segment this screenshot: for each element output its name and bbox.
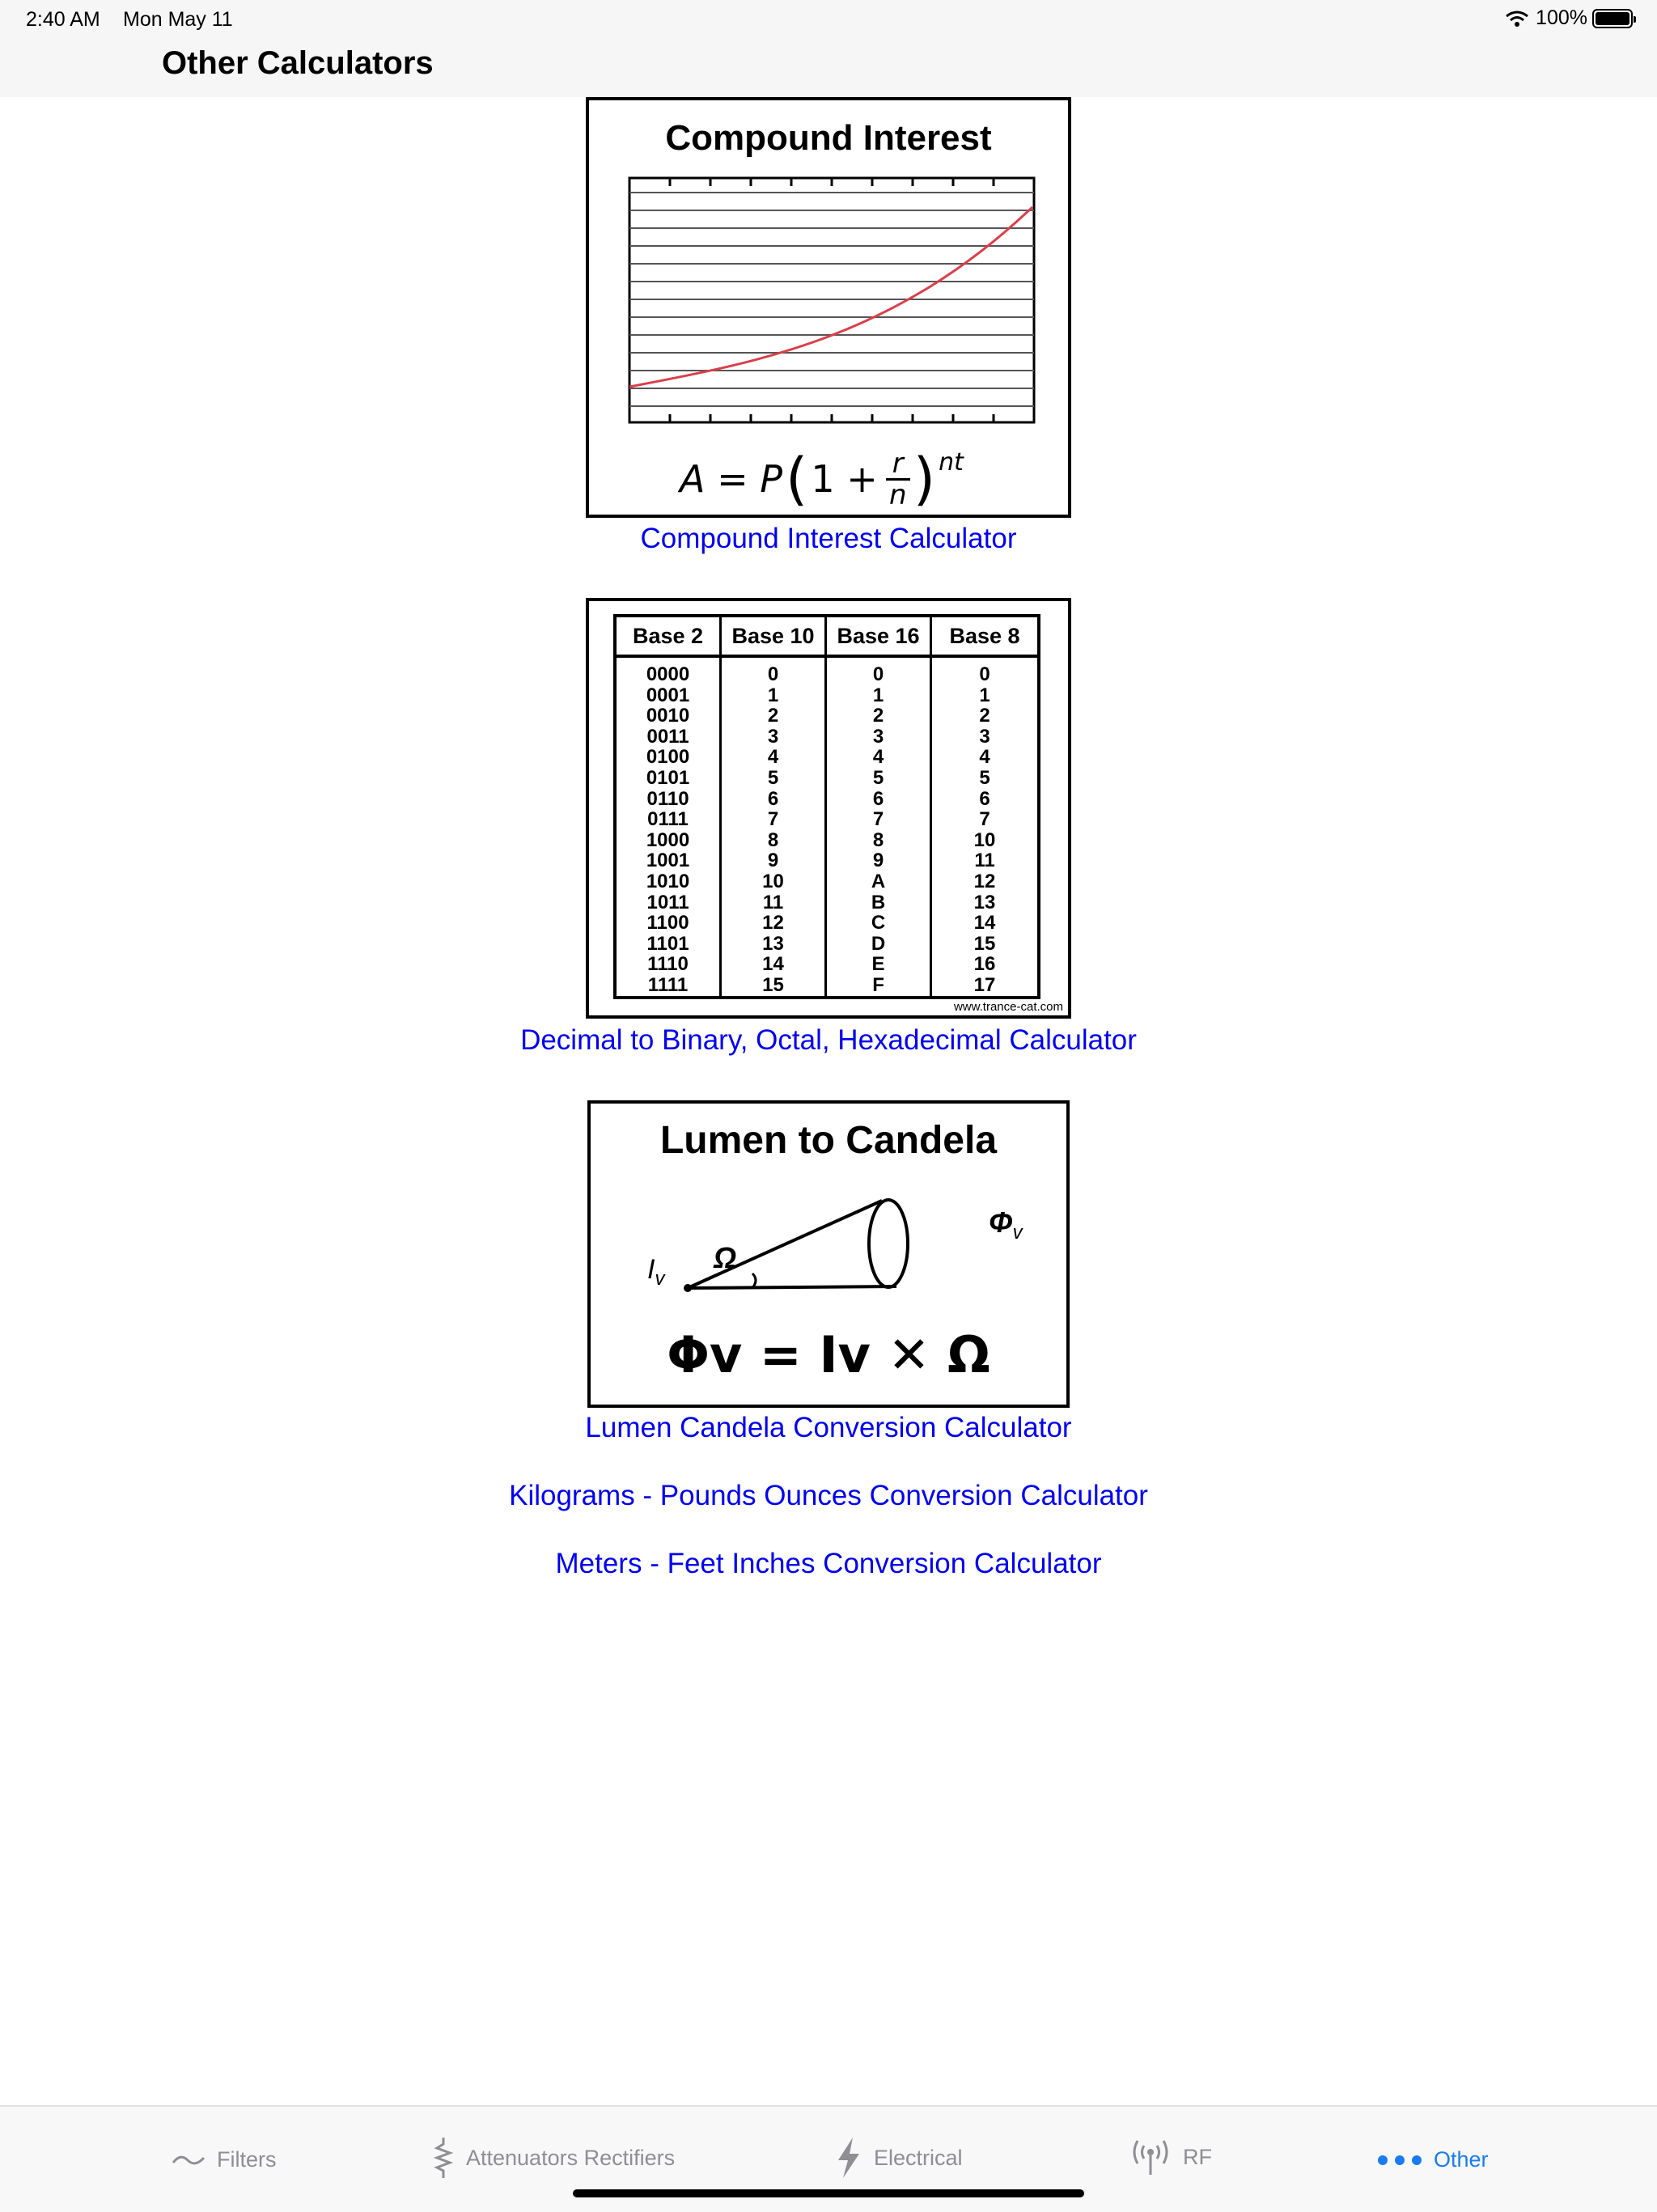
compound-graph <box>628 176 1037 427</box>
formula-ap: A = P <box>680 457 782 501</box>
table-cell: 6 <box>767 787 779 810</box>
base-table-body <box>617 658 1037 999</box>
table-cell: 4 <box>767 746 779 769</box>
formula-lparen: ( <box>786 446 808 512</box>
table-cell: 6 <box>979 787 990 810</box>
tab-other[interactable] <box>1377 2147 1489 2172</box>
table-cell: 13 <box>762 932 784 955</box>
page-title: Other Calculators <box>162 45 434 81</box>
table-cell: E <box>871 953 885 976</box>
iv-letter: I <box>647 1254 655 1285</box>
table-cell: 12 <box>762 912 784 934</box>
status-indicators <box>1505 6 1633 30</box>
table-cell: 6 <box>872 787 884 810</box>
table-cell: 15 <box>762 973 784 996</box>
header-base-16: Base 16 <box>827 617 932 655</box>
omega-label: Ω <box>714 1241 737 1274</box>
table-cell: 0100 <box>646 746 690 769</box>
iv-subscript: v <box>655 1267 665 1290</box>
table-cell: 2 <box>767 705 779 727</box>
table-cell: 5 <box>872 766 884 789</box>
table-cell: 11 <box>762 891 784 913</box>
tilde-wave-icon <box>172 2151 206 2169</box>
tab-filters[interactable] <box>172 2147 277 2172</box>
formula-rparen: ) <box>913 446 936 512</box>
table-cell: 3 <box>979 725 990 748</box>
base-conversion-link[interactable]: Decimal to Binary, Octal, Hexadecimal Calculator <box>520 1024 1137 1056</box>
table-cell: 5 <box>767 766 779 789</box>
table-cell: 15 <box>973 932 996 955</box>
table-cell: 0011 <box>646 725 689 748</box>
table-cell: 2 <box>979 705 990 727</box>
table-cell: 1001 <box>646 850 690 872</box>
table-cell: 4 <box>872 746 884 769</box>
table-cell: 14 <box>973 912 996 934</box>
table-cell: 2 <box>872 705 884 727</box>
tab-electrical[interactable] <box>835 2138 963 2178</box>
table-cell: 9 <box>872 850 884 872</box>
status-time: 2:40 AM <box>26 8 100 31</box>
table-cell: D <box>871 932 886 955</box>
header-base-10: Base 10 <box>722 617 827 655</box>
table-cell: 4 <box>979 746 990 769</box>
table-cell: 1010 <box>646 870 690 892</box>
table-cell: 7 <box>872 808 884 831</box>
table-cell: 5 <box>979 766 990 789</box>
battery-icon <box>1592 9 1633 28</box>
tab-filters-label: Filters <box>217 2147 277 2172</box>
table-cell: 17 <box>973 973 996 996</box>
resistor-icon <box>432 2138 455 2178</box>
header-base-8: Base 8 <box>949 624 1020 648</box>
compound-heading: Compound Interest <box>665 118 992 158</box>
formula-exponent: nt <box>939 448 964 477</box>
table-cell: 10 <box>973 828 996 851</box>
table-cell: 0010 <box>646 705 690 727</box>
table-cell: 8 <box>767 828 779 851</box>
table-cell: B <box>871 891 886 913</box>
table-cell: 0 <box>979 663 990 685</box>
lumen-heading: Lumen to Candela <box>659 1119 998 1162</box>
column-base-2 <box>617 658 722 999</box>
table-cell: 14 <box>762 953 784 976</box>
phi-letter: Φ <box>989 1206 1013 1239</box>
meters-feet-link[interactable]: Meters - Feet Inches Conversion Calculator <box>555 1548 1102 1579</box>
image-credit: www.trance-cat.com <box>953 1000 1063 1014</box>
formula-n: n <box>888 478 907 511</box>
tab-rf[interactable] <box>1129 2138 1212 2176</box>
table-cell: 0000 <box>646 663 690 685</box>
table-cell: 10 <box>762 870 784 892</box>
table-cell: 1100 <box>646 912 689 934</box>
compound-interest-image[interactable] <box>586 97 1071 518</box>
formula-r: r <box>892 447 904 480</box>
home-indicator <box>573 2189 1084 2197</box>
column-base-16 <box>827 658 932 999</box>
compound-interest-link[interactable]: Compound Interest Calculator <box>640 523 1017 554</box>
table-cell: 11 <box>974 850 995 872</box>
column-base-8 <box>932 658 1037 999</box>
table-cell: 1 <box>767 684 779 706</box>
table-cell: 1000 <box>646 828 690 851</box>
table-cell: 0 <box>767 663 779 685</box>
table-cell: 1 <box>979 684 990 706</box>
table-cell: 0111 <box>647 808 689 831</box>
wifi-icon <box>1505 10 1529 28</box>
table-cell: 7 <box>767 808 779 831</box>
antenna-icon <box>1129 2138 1172 2176</box>
lumen-candela-link[interactable]: Lumen Candela Conversion Calculator <box>585 1412 1072 1443</box>
base-table <box>613 614 1040 999</box>
phi-label <box>989 1206 1023 1244</box>
battery-percent: 100% <box>1536 6 1587 29</box>
header-base-2: Base 2 <box>617 617 722 655</box>
table-cell: 0001 <box>646 684 690 706</box>
table-cell: 3 <box>767 725 779 748</box>
table-cell: 1110 <box>647 953 689 976</box>
base-conversion-image[interactable] <box>586 598 1071 1019</box>
tab-attenuators-label: Attenuators Rectifiers <box>466 2145 676 2170</box>
column-base-10 <box>722 658 827 999</box>
table-cell: C <box>871 912 886 934</box>
table-cell: 1111 <box>647 973 689 996</box>
tab-other-label: Other <box>1434 2147 1489 2172</box>
table-cell: 1 <box>872 684 884 706</box>
table-cell: 0 <box>872 663 884 685</box>
iv-label <box>647 1254 664 1290</box>
tab-electrical-label: Electrical <box>874 2145 963 2170</box>
table-cell: 1011 <box>646 891 689 913</box>
tab-rf-label: RF <box>1183 2144 1212 2169</box>
bolt-icon <box>835 2138 862 2178</box>
compound-formula <box>680 447 964 511</box>
top-bar <box>0 0 1657 97</box>
table-cell: F <box>872 973 884 996</box>
status-date: Mon May 11 <box>123 8 233 31</box>
kilograms-pounds-link[interactable]: Kilograms - Pounds Ounces Conversion Calculator <box>509 1480 1148 1511</box>
table-cell: 3 <box>872 725 884 748</box>
tab-attenuators-rectifiers[interactable] <box>432 2138 675 2178</box>
lumen-formula: Φv = Iv ✕ Ω <box>667 1325 990 1384</box>
more-dots-icon <box>1377 2155 1422 2166</box>
base-table-header <box>617 617 1037 658</box>
table-cell: 8 <box>872 828 884 851</box>
table-cell: A <box>871 870 886 892</box>
formula-one: 1 + <box>811 457 878 501</box>
table-cell: 1101 <box>646 932 689 955</box>
table-cell: 0101 <box>646 766 690 789</box>
table-cell: 12 <box>973 870 996 892</box>
formula-fraction <box>886 449 910 510</box>
lumen-candela-image[interactable] <box>587 1100 1070 1408</box>
phi-subscript: v <box>1012 1222 1023 1244</box>
table-cell: 9 <box>767 850 779 872</box>
table-cell: 0110 <box>646 787 689 810</box>
table-cell: 13 <box>973 891 996 913</box>
table-cell: 16 <box>973 953 996 976</box>
table-cell: 7 <box>979 808 990 831</box>
